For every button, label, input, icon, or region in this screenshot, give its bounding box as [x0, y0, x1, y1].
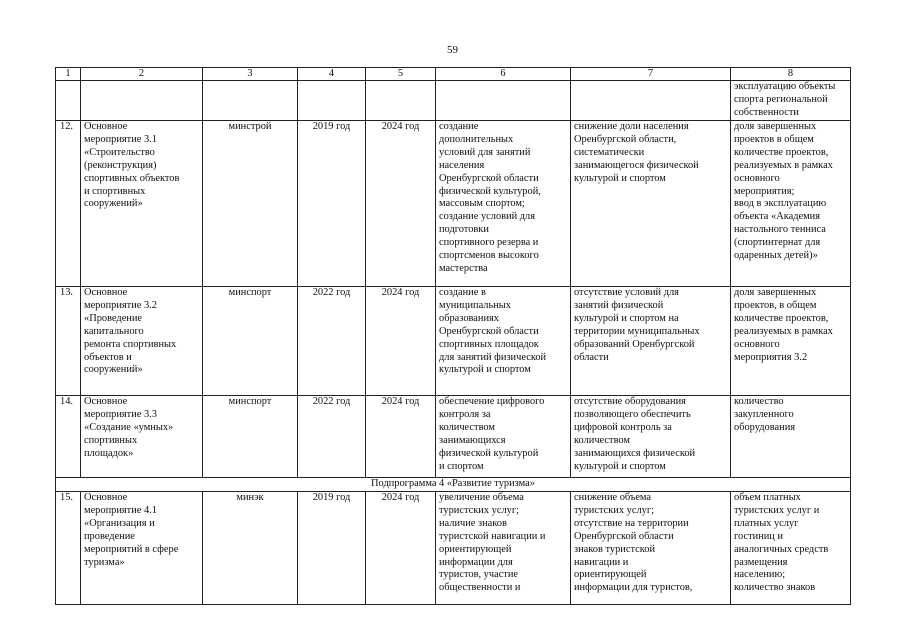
column-header: 4	[298, 68, 366, 81]
start-year-cell: 2022 год	[298, 396, 366, 478]
column-header: 7	[571, 68, 731, 81]
event-name-cell	[81, 287, 203, 396]
cell-text: эксплуатацию объекты спорта региональной собственности	[734, 81, 836, 118]
result-cell	[436, 396, 571, 478]
cell-text: Основное мероприятие 3.2 «Проведение капитального ремонта спортивных объектов и сооружений»	[84, 287, 177, 376]
indicators-cell	[731, 121, 851, 287]
start-year-cell: 2022 год	[298, 287, 366, 396]
start-year-cell: 2019 год	[298, 492, 366, 605]
end-year-cell: 2024 год	[366, 492, 436, 605]
end-year-cell: 2024 год	[366, 121, 436, 287]
cell-text: снижение доли населения Оренбургской области, систематически занимающегося физической культурой и спортом	[574, 121, 699, 184]
indicators-cell	[731, 396, 851, 478]
table-cell	[366, 81, 436, 121]
column-header: 5	[366, 68, 436, 81]
table-cell	[56, 81, 81, 121]
cell-text: отсутствие условий для занятий физической культурой и спортом на территории муниципальных образований Оренбургской области	[574, 287, 700, 363]
result-cell	[436, 492, 571, 605]
cell-text: отсутствие оборудования позволяющего обеспечить цифровой контроль за количеством занимающихся физической культурой и спортом	[574, 396, 696, 472]
consequences-cell	[571, 396, 731, 478]
cell-text: снижение объема туристских услуг; отсутствие на территории Оренбургской области знаков туристской навигации и ориентирующей информации для туристов,	[574, 492, 693, 594]
table-row	[56, 287, 851, 396]
column-header: 6	[436, 68, 571, 81]
table-cell	[731, 81, 851, 121]
column-header: 2	[81, 68, 203, 81]
cell-text: обеспечение цифрового контроля за количеством занимающихся физической культурой и спортом	[439, 396, 545, 472]
column-header: 3	[203, 68, 298, 81]
end-year-cell: 2024 год	[366, 287, 436, 396]
table-cell	[436, 81, 571, 121]
cell-text: доля завершенных проектов в общем количестве проектов, реализуемых в рамках основного мероприятия; ввод в эксплуатацию объекта «Академия настольного тенниса (спортинтернат для одаренных детей)»	[734, 121, 833, 262]
page-number: 59	[447, 44, 458, 56]
cell-text: создание в муниципальных образованиях Оренбургской области спортивных площадок для занятий физической культурой и спортом	[439, 287, 547, 376]
consequences-cell	[571, 287, 731, 396]
column-header: 8	[731, 68, 851, 81]
result-cell	[436, 287, 571, 396]
event-name-cell	[81, 492, 203, 605]
start-year-cell: 2019 год	[298, 121, 366, 287]
executor-cell: минспорт	[203, 287, 298, 396]
cell-text: количество закупленного оборудования	[734, 396, 796, 433]
subprogram-heading: Подпрограмма 4 «Развитие туризма»	[56, 478, 851, 492]
table-cell	[81, 81, 203, 121]
result-cell	[436, 121, 571, 287]
table-cell	[203, 81, 298, 121]
row-number: 15.	[56, 492, 81, 605]
end-year-cell: 2024 год	[366, 396, 436, 478]
row-number: 12.	[56, 121, 81, 287]
executor-cell: минстрой	[203, 121, 298, 287]
table-row	[56, 492, 851, 605]
cell-text: Основное мероприятие 4.1 «Организация и проведение мероприятий в сфере туризма»	[84, 492, 179, 568]
cell-text: объем платных туристских услуг и платных услуг гостиниц и аналогичных средств размещения населению; количество знаков	[734, 492, 829, 594]
continuation-row	[56, 81, 851, 121]
consequences-cell	[571, 492, 731, 605]
table-row	[56, 121, 851, 287]
column-header: 1	[56, 68, 81, 81]
executor-cell: минспорт	[203, 396, 298, 478]
executor-cell: минэк	[203, 492, 298, 605]
row-number: 13.	[56, 287, 81, 396]
table-cell	[571, 81, 731, 121]
row-number: 14.	[56, 396, 81, 478]
cell-text: Основное мероприятие 3.1 «Строительство (реконструкция) спортивных объектов и спортивных сооружений»	[84, 121, 180, 210]
cell-text: Основное мероприятие 3.3 «Создание «умных» спортивных площадок»	[84, 396, 174, 459]
table-row	[56, 396, 851, 478]
table-cell	[298, 81, 366, 121]
cell-text: создание дополнительных условий для занятий населения Оренбургской области физической культурой, массовым спортом; создание условий для подготовки спортивного резерва и спортсменов высокого мастерства	[439, 121, 541, 274]
cell-text: увеличение объема туристских услуг; наличие знаков туристской навигации и ориентирующей информации для туристов, участие общественности и	[439, 492, 546, 594]
column-number-row	[56, 68, 851, 81]
indicators-cell	[731, 287, 851, 396]
event-name-cell	[81, 396, 203, 478]
consequences-cell	[571, 121, 731, 287]
cell-text: доля завершенных проектов, в общем количестве проектов, реализуемых в рамках основного мероприятия 3.2	[734, 287, 833, 363]
event-name-cell	[81, 121, 203, 287]
subprogram-row	[56, 478, 851, 492]
indicators-cell	[731, 492, 851, 605]
program-events-table	[55, 67, 851, 605]
